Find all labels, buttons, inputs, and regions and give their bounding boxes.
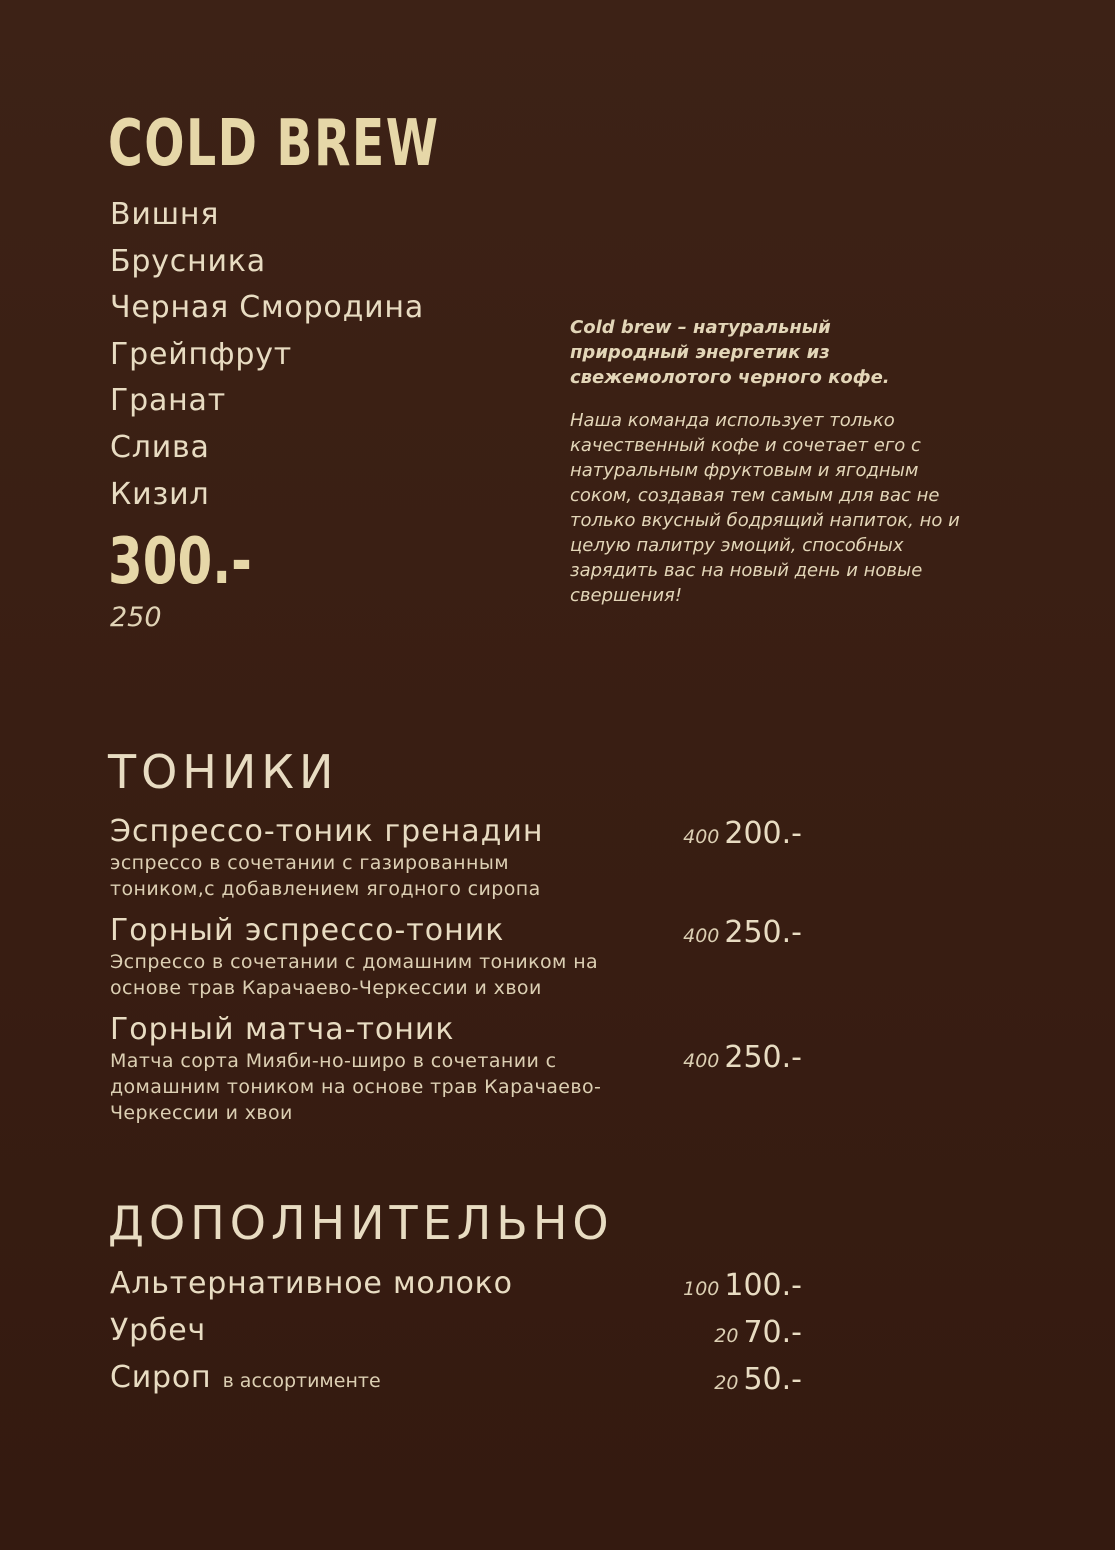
tonic-volume: 400 (683, 925, 720, 947)
flavor-item: Вишня (110, 197, 220, 232)
tonic-name: Эспрессо-тоник гренадин (110, 814, 544, 849)
flavor-item: Гранат (110, 383, 226, 419)
tonics-section-title: ТОНИКИ (108, 745, 339, 799)
tonic-price-value: 200.- (724, 816, 802, 851)
extra-item (110, 1313, 206, 1348)
cold-brew-price: 300.- (108, 525, 252, 599)
tonic-price (683, 816, 802, 851)
tonic-name: Горный матча-тоник (110, 1012, 455, 1047)
extra-name: Сироп (110, 1360, 212, 1395)
extra-volume: 20 (714, 1325, 739, 1347)
extras-section-title: ДОПОЛНИТЕЛЬНО (108, 1196, 614, 1250)
flavor-item: Брусника (110, 243, 266, 279)
extra-price-value: 70.- (743, 1315, 802, 1350)
cold-brew-flavor-list (110, 192, 424, 518)
tonic-price-value: 250.- (724, 915, 802, 950)
cold-brew-description-body: Наша команда использует только качественный кофе и сочетает его с натуральным фруктовым и ягодным соком, создавая тем самым для вас не только вкусный бодрящий напиток, но и целую палитру эмоций, способных зарядить вас на новый день и новые свершения! (570, 410, 960, 606)
flavor-item: Слива (110, 429, 210, 465)
cold-brew-description-heading: Cold brew – натуральный природный энергетик из свежемолотого черного кофе. (570, 317, 890, 388)
tonic-description: Эспрессо в сочетании с домашним тоником на основе трав Карачаево-Черкессии и хвои (110, 951, 599, 999)
tonic-description: эспрессо в сочетании с газированным тоником,с добавлением ягодного сиропа (110, 852, 541, 900)
extra-price-value: 50.- (743, 1362, 802, 1397)
extra-note: в ассортименте (222, 1370, 381, 1392)
tonic-price-value: 250.- (724, 1040, 802, 1075)
flavor-item: Грейпфрут (110, 336, 293, 372)
flavor-item: Кизил (110, 476, 210, 512)
extra-volume: 20 (714, 1372, 739, 1394)
extra-item (110, 1360, 381, 1395)
extra-volume: 100 (683, 1278, 720, 1300)
extra-name: Урбеч (110, 1313, 207, 1348)
flavor-item: Черная Смородина (110, 290, 425, 326)
tonic-price (683, 915, 802, 950)
tonic-volume: 400 (683, 1050, 720, 1072)
extra-item (110, 1266, 513, 1301)
tonic-name: Горный эспрессо-тоник (110, 913, 505, 948)
tonic-volume: 400 (683, 826, 720, 848)
tonic-description: Матча сорта Мияби-но-широ в сочетании с домашним тоником на основе трав Карачаево-Черкессии и хвои (110, 1050, 602, 1124)
cold-brew-title: COLD BREW (108, 107, 440, 181)
extra-price (714, 1315, 802, 1350)
extra-price (683, 1268, 802, 1303)
extra-name: Альтернативное молоко (110, 1266, 513, 1301)
extra-price-value: 100.- (724, 1268, 802, 1303)
cold-brew-volume: 250 (110, 602, 162, 633)
extra-price (714, 1362, 802, 1397)
tonic-price (683, 1040, 802, 1075)
